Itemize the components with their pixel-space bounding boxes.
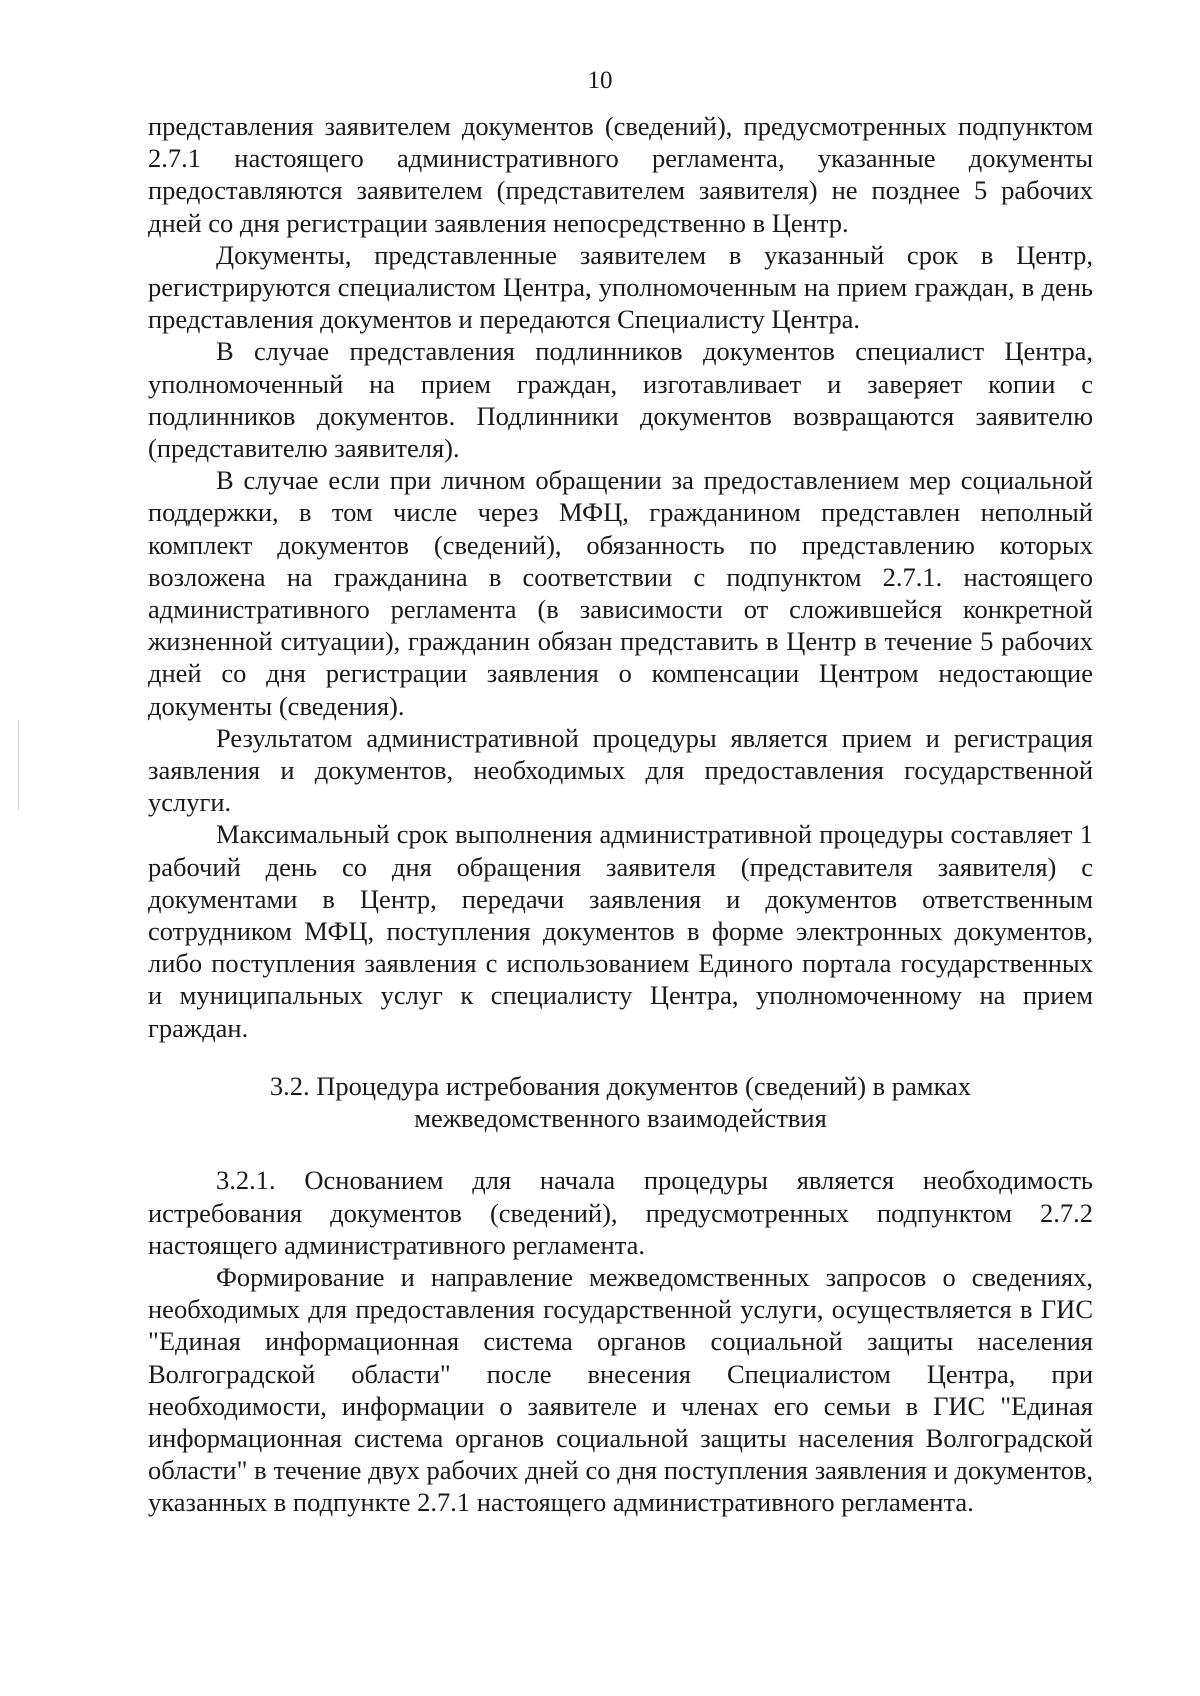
paragraph-interagency-requests: Формирование и направление межведомственных запросов о сведениях, необходимых для предоставления государственной услуги, осуществляется в ГИС "Единая информационная система органов социальной защиты населения Волгоградской области" после внесения Специалистом Центра, при необходимости, информации о заявителе и членах его семьи в ГИС "Единая информационная система органов социальной защиты населения Волгоградской области" в течение двух рабочих дней со дня поступления заявления и документов, указанных в подпункте 2.7.1 настоящего административного регламента. xyxy=(148,1261,1093,1518)
scan-margin-mark xyxy=(18,720,19,810)
paragraph-registration: Документы, представленные заявителем в указанный срок в Центр, регистрируются специалистом Центра, уполномоченным на прием граждан, в день представления документов и передаются Специалисту Центра. xyxy=(148,239,1093,335)
paragraph-originals: В случае представления подлинников документов специалист Центра, уполномоченный на прием граждан, изготавливает и заверяет копии с подлинников документов. Подлинники документов возвращаются заявителю (представителю заявителя). xyxy=(148,336,1093,464)
paragraph-3-2-1: 3.2.1. Основанием для начала процедуры является необходимость истребования документов (сведений), предусмотренных подпунктом 2.7.2 настоящего административного регламента. xyxy=(148,1165,1093,1260)
paragraph-result: Результатом административной процедуры является прием и регистрация заявления и документов, необходимых для предоставления государственной услуги. xyxy=(148,722,1093,818)
document-body xyxy=(148,110,1093,1519)
paragraph-max-term: Максимальный срок выполнения административной процедуры составляет 1 рабочий день со дня обращения заявителя (представителя заявителя) с документами в Центр, передачи заявления и документов ответственным сотрудником МФЦ, поступления документов в форме электронных документов, либо поступления заявления с использованием Единого портала государственных и муниципальных услуг к специалисту Центра, уполномоченному на прием граждан. xyxy=(148,819,1093,1043)
paragraph-incomplete-set: В случае если при личном обращении за предоставлением мер социальной поддержки, в том числе через МФЦ, гражданином представлен неполный комплект документов (сведений), обязанность по представлению которых возложена на гражданина в соответствии с подпунктом 2.7.1. настоящего административного регламента (в зависимости от сложившейся конкретной жизненной ситуации), гражданин обязан представить в Центр в течение 5 рабочих дней со дня регистрации заявления о компенсации Центром недостающие документы (сведения). xyxy=(148,465,1093,721)
page-number: 10 xyxy=(587,67,613,94)
section-heading-line-1: 3.2. Процедура истребования документов (сведений) в рамках xyxy=(269,1070,972,1101)
section-heading xyxy=(148,1070,1093,1134)
paragraph-continuation: представления заявителем документов (сведений), предусмотренных подпунктом 2.7.1 настоящего административного регламента, указанные документы предоставляются заявителем (представителем заявителя) не позднее 5 рабочих дней со дня регистрации заявления непосредственно в Центр. xyxy=(148,111,1093,238)
section-heading-line-2: межведомственного взаимодействия xyxy=(414,1103,827,1134)
